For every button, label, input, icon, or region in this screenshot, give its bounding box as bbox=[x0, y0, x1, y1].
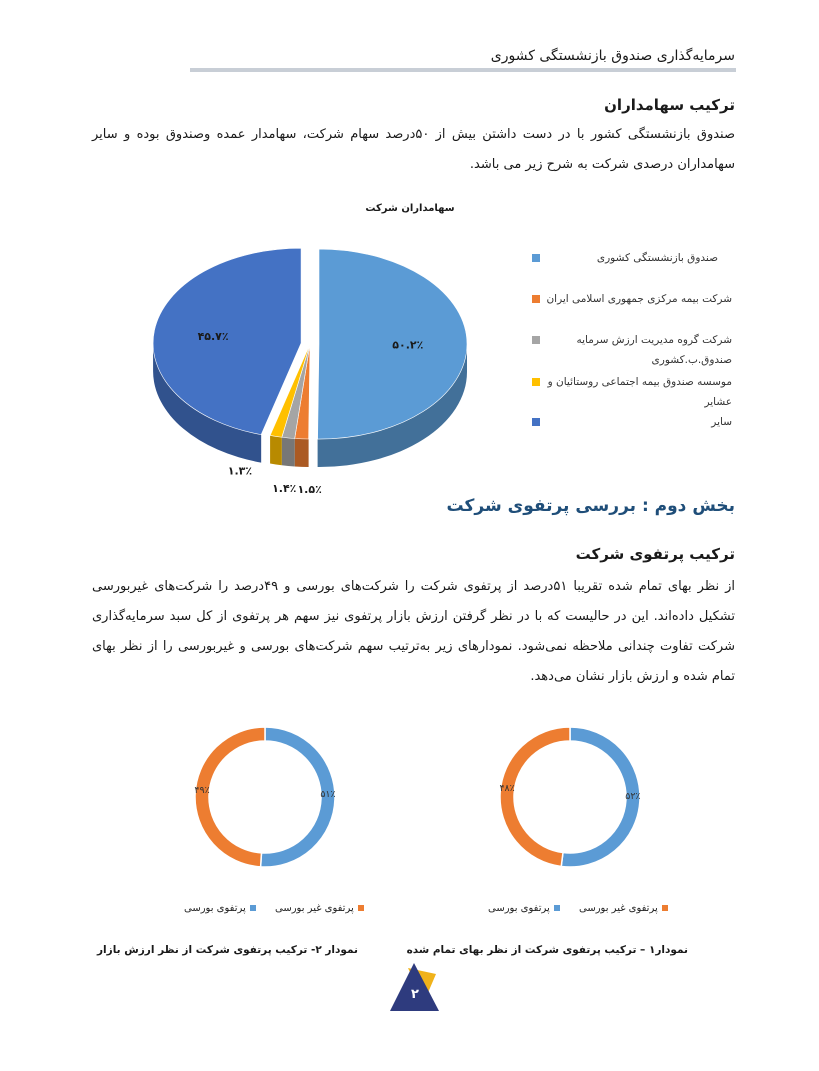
pie-slice-side-capital-management bbox=[282, 437, 295, 466]
legend-label: سایر bbox=[711, 416, 732, 428]
legend-label-non-bourse: پرتفوی غیر بورسی bbox=[579, 903, 658, 914]
section-heading-shareholders: ترکیب سهامداران bbox=[604, 96, 735, 114]
pie-data-label-rural-insurance: ۱.۳٪ bbox=[227, 464, 253, 478]
legend-item-central-insurance bbox=[532, 289, 732, 309]
pie-chart-title: سهامداران شرکت bbox=[365, 203, 455, 214]
pie-data-label-pension-fund: ۵۰.۲٪ bbox=[392, 338, 424, 352]
shareholders-pie-chart bbox=[150, 244, 480, 496]
donut-data-label-bourse: ۵۱٪ bbox=[320, 788, 336, 800]
page-number-badge bbox=[388, 962, 463, 1014]
donut-data-label-bourse: ۵۲٪ bbox=[625, 790, 641, 802]
legend-swatch bbox=[358, 905, 364, 911]
header-rule bbox=[190, 68, 736, 72]
legend-swatch bbox=[532, 295, 540, 303]
paragraph-shareholders: صندوق بازنشستگی کشور با در دست داشتن بیش از ۵۰درصد سهام شرکت، سهامدار عمده وصندوق بوده و سایر سهامداران درصدی شرکت به شرح زیر می باشد. bbox=[92, 127, 736, 172]
legend-swatch bbox=[250, 905, 256, 911]
pie-slice-side-central-insurance bbox=[295, 438, 309, 467]
pie-data-label-central-insurance: ۱.۵٪ bbox=[297, 482, 322, 496]
donut-legend-cost bbox=[488, 903, 672, 914]
donut-legend-market bbox=[184, 903, 368, 914]
pie-slice-side-rural-insurance bbox=[270, 435, 282, 465]
legend-item-rural-insurance bbox=[532, 372, 732, 412]
header-title: سرمایه‌گذاری صندوق بازنشستگی کشوری bbox=[490, 48, 735, 64]
caption-chart-2: نمودار ۲- ترکیب پرتفوی شرکت از نظر ارزش بازار bbox=[97, 944, 358, 956]
pie-data-label-capital-management: ۱.۴٪ bbox=[272, 481, 297, 495]
donut-chart-market bbox=[190, 722, 340, 872]
legend-label-non-bourse: پرتفوی غیر بورسی bbox=[275, 903, 354, 914]
donut-data-label-non-bourse: ۴۹٪ bbox=[194, 785, 210, 797]
part-two-heading: بخش دوم : بررسی پرتفوی شرکت bbox=[446, 496, 735, 516]
legend-item-other bbox=[532, 412, 732, 432]
legend-item-capital-management bbox=[532, 330, 732, 370]
legend-swatch bbox=[662, 905, 668, 911]
legend-swatch bbox=[532, 378, 540, 386]
pie-data-label-other: ۴۵.۷٪ bbox=[197, 330, 229, 344]
legend-item-pension-fund bbox=[532, 248, 732, 268]
caption-chart-1: نمودار۱ – ترکیب پرتفوی شرکت از نظر بهای تمام شده bbox=[406, 944, 688, 956]
legend-swatch bbox=[554, 905, 560, 911]
legend-swatch bbox=[532, 254, 540, 262]
legend-swatch bbox=[532, 418, 540, 426]
legend-label: شرکت گروه مدیریت ارزش سرمایه صندوق.ب.کشوری bbox=[576, 334, 732, 366]
donut-segment-non-bourse bbox=[195, 727, 265, 867]
donut-data-label-non-bourse: ۴۸٪ bbox=[499, 783, 515, 795]
legend-label: شرکت بیمه مرکزی جمهوری اسلامی ایران bbox=[546, 293, 732, 305]
donut-segment-non-bourse bbox=[500, 727, 570, 866]
legend-label: موسسه صندوق بیمه اجتماعی روستائیان و عشایر bbox=[547, 376, 732, 408]
section-heading-portfolio: ترکیب پرتفوی شرکت bbox=[575, 545, 735, 563]
page-number: ۲ bbox=[411, 987, 419, 1002]
legend-swatch bbox=[532, 336, 540, 344]
legend-label-bourse: پرتفوی بورسی bbox=[488, 903, 550, 914]
donut-chart-cost bbox=[495, 722, 645, 872]
legend-label-bourse: پرتفوی بورسی bbox=[184, 903, 246, 914]
paragraph-portfolio: از نظر بهای تمام شده تقریبا ۵۱درصد از پرتفوی شرکت را شرکت‌های بورسی و ۴۹درصد را شرکت‌های غیربورسی تشکیل داده‌اند. این در حالیست که با در نظر گرفتن ارزش بازار پرتفوی نیز سهم هر پرتفوی از کل سبد سرمایه‌گذاری شرکت تفاوت چندانی ملاحظه نمی‌شود. نمودارهای زیر به‌ترتیب سهم شرکت‌های بورسی و غیربورسی را از نظر بهای تمام شده و ارزش بازار نشان می‌دهد. bbox=[92, 579, 735, 684]
legend-label: صندوق بازنشستگی کشوری bbox=[596, 252, 718, 264]
